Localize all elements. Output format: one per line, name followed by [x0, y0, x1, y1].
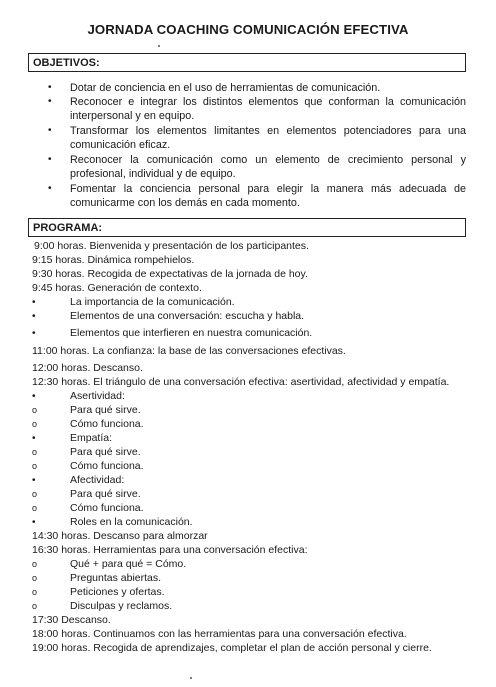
agenda-subitem: Roles en la comunicación.	[70, 516, 193, 528]
agenda-line: 17:30 Descanso.	[32, 614, 111, 626]
bullet-icon: •	[48, 125, 52, 136]
circle-bullet-icon: o	[32, 587, 38, 597]
agenda-subitem: Asertividad:	[70, 390, 125, 402]
agenda-line: 16:30 horas. Herramientas para una conversación efectiva:	[32, 544, 308, 556]
bullet-icon: •	[32, 433, 36, 444]
agenda-line: 12:30 horas. El triángulo de una conversación efectiva: asertividad, afectividad y empatía.	[32, 376, 450, 388]
agenda-subitem: Elementos de una conversación: escucha y habla.	[70, 310, 305, 322]
agenda-line: 18:00 horas. Continuamos con las herramientas para una conversación efectiva.	[32, 628, 407, 640]
circle-bullet-icon: o	[32, 573, 38, 583]
scan-speck	[190, 677, 192, 679]
objetivo-item: Reconocer la comunicación como un elemento de crecimiento personal y profesional, individual y de equipo.	[70, 154, 466, 180]
agenda-subitem: Empatía:	[70, 432, 113, 444]
programa-heading: PROGRAMA:	[28, 218, 466, 237]
agenda-line: 9:45 horas. Generación de contexto.	[32, 282, 202, 294]
agenda-line: 14:30 horas. Descanso para almorzar	[32, 530, 208, 542]
objetivos-heading: OBJETIVOS:	[28, 53, 466, 72]
agenda-subitem: Cómo funciona.	[70, 418, 144, 430]
agenda-subitem: Cómo funciona.	[70, 502, 144, 514]
bullet-icon: •	[32, 311, 36, 322]
circle-bullet-icon: o	[32, 419, 38, 429]
bullet-icon: •	[48, 96, 52, 107]
bullet-icon: •	[32, 328, 36, 339]
agenda-subitem: Qué + para qué = Cómo.	[70, 558, 187, 570]
circle-bullet-icon: o	[32, 405, 38, 415]
objetivo-item: Dotar de conciencia en el uso de herramientas de comunicación.	[70, 82, 381, 94]
agenda-line: 9:00 horas. Bienvenida y presentación de los participantes.	[34, 240, 309, 252]
bullet-icon: •	[32, 517, 36, 528]
bullet-icon: •	[48, 183, 52, 194]
agenda-subitem: Disculpas y reclamos.	[70, 600, 173, 612]
agenda-subitem: Para qué sirve.	[70, 446, 141, 458]
agenda-line: 19:00 horas. Recogida de aprendizajes, completar el plan de acción personal y cierre.	[32, 642, 432, 654]
agenda-subitem: Preguntas abiertas.	[70, 572, 162, 584]
agenda-subitem: Para qué sirve.	[70, 488, 141, 500]
document-title: JORNADA COACHING COMUNICACIÓN EFECTIVA	[87, 22, 409, 37]
agenda-line: 12:00 horas. Descanso.	[32, 362, 143, 374]
scan-speck	[158, 45, 160, 47]
agenda-subitem: Cómo funciona.	[70, 460, 144, 472]
objetivo-item: Reconocer e integrar los distintos elementos que conforman la comunicación interpersonal y en equipo.	[70, 96, 466, 122]
circle-bullet-icon: o	[32, 489, 38, 499]
circle-bullet-icon: o	[32, 559, 38, 569]
agenda-line: 11:00 horas. La confianza: la base de las conversaciones efectivas.	[32, 345, 346, 357]
bullet-icon: •	[32, 297, 36, 308]
circle-bullet-icon: o	[32, 503, 38, 513]
circle-bullet-icon: o	[32, 601, 38, 611]
agenda-subitem: La importancia de la comunicación.	[70, 296, 235, 308]
bullet-icon: •	[32, 391, 36, 402]
agenda-line: 9:30 horas. Recogida de expectativas de la jornada de hoy.	[32, 268, 308, 280]
agenda-subitem: Peticiones y ofertas.	[70, 586, 165, 598]
bullet-icon: •	[48, 82, 52, 93]
objetivo-item: Fomentar la conciencia personal para elegir la manera más adecuada de comunicarme con los demás en cada momento.	[70, 183, 466, 209]
circle-bullet-icon: o	[32, 447, 38, 457]
bullet-icon: •	[32, 475, 36, 486]
agenda-line: 9:15 horas. Dinámica rompehielos.	[32, 254, 195, 266]
objetivo-item: Transformar los elementos limitantes en elementos potenciadores para una comunicación eficaz.	[70, 125, 466, 151]
agenda-subitem: Afectividad:	[70, 474, 125, 486]
bullet-icon: •	[48, 154, 52, 165]
agenda-subitem: Elementos que interfieren en nuestra comunicación.	[70, 327, 313, 339]
circle-bullet-icon: o	[32, 461, 38, 471]
agenda-subitem: Para qué sirve.	[70, 404, 141, 416]
